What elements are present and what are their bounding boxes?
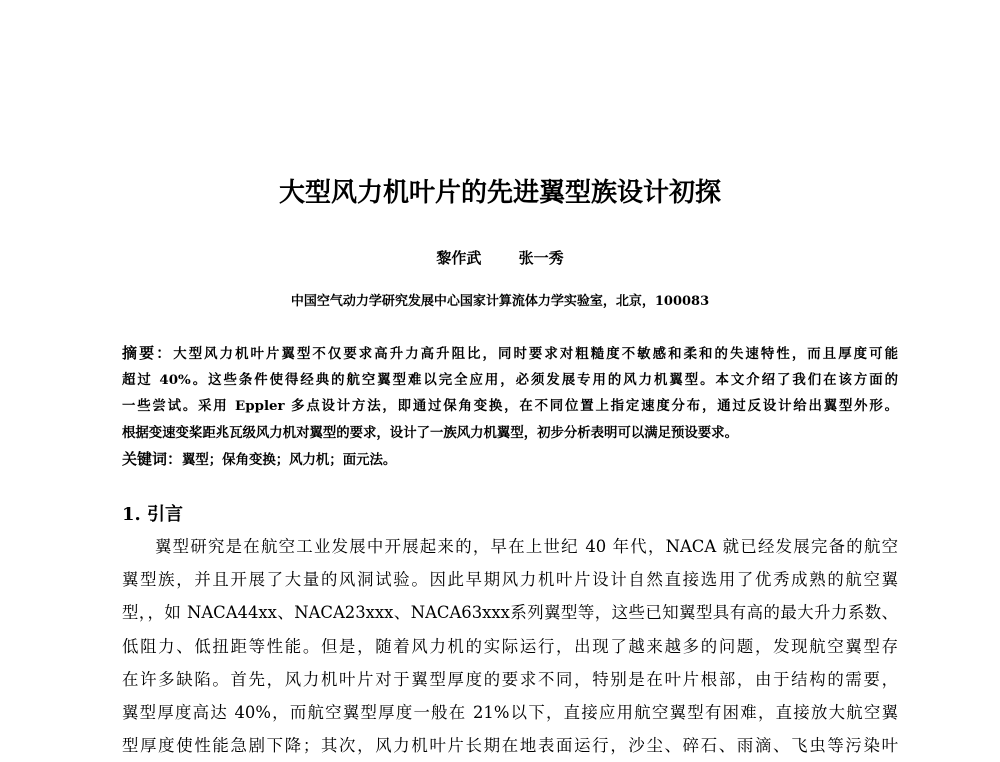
authors [0,247,1000,268]
body-line: 翼型族，并且开展了大量的风洞试验。因此早期风力机叶片设计自然直接选用了优秀成熟的航空翼 [122,570,898,590]
keywords-text: 翼型；保角变换；风力机；面元法。 [182,452,397,468]
abstract-line: 超过 40%。这些条件使得经典的航空翼型难以完全应用，必须发展专用的风力机翼型。本文介绍了我们在该方面的 [122,371,898,388]
keywords [122,446,898,473]
body-line: 在许多缺陷。首先，风力机叶片对于翼型厚度的要求不同，特别是在叶片根部，由于结构的需要， [122,669,898,689]
body-line: 低阻力、低扭距等性能。但是，随着风力机的实际运行，出现了越来越多的问题，发现航空翼型存 [122,636,898,656]
body-line: 翼型厚度高达 40%，而航空翼型厚度一般在 21%以下，直接应用航空翼型有困难，直接放大航空翼 [122,702,898,722]
body-line: 型厚度使性能急剧下降；其次，风力机叶片长期在地表面运行，沙尘、碎石、雨滴、飞虫等污染叶 [122,736,898,756]
body-line: 翼型研究是在航空工业发展中开展起来的，早在上世纪 40 年代，NACA 就已经发展完备的航空 [155,537,898,556]
author: 黎作武 [436,249,482,267]
abstract [122,340,898,473]
author: 张一秀 [518,249,564,267]
abstract-text: 大型风力机叶片翼型不仅要求高升力高升阻比，同时要求对粗糙度不敏感和柔和的失速特性，而且厚度可能 [173,346,898,362]
abstract-line: 根据变速变桨距兆瓦级风力机对翼型的要求，设计了一族风力机翼型，初步分析表明可以满足预设要求。 [122,424,738,441]
affiliation: 中国空气动力学研究发展中心国家计算流体力学实验室，北京，100083 [290,294,710,309]
body-line: 型，，如 NACA44xx、NACA23xxx、NACA63xxx系列翼型等，这些已知翼型具有高的最大升力系数、 [122,603,898,623]
keywords-label: 关键词： [122,450,183,468]
abstract-label: 摘要： [122,344,174,362]
section-heading: 1. 引言 [122,504,184,525]
abstract-line: 一些尝试。采用 Eppler 多点设计方法，即通过保角变换，在不同位置上指定速度分布，通过反设计给出翼型外形。 [122,398,898,414]
section-body [122,530,898,762]
abstract-line [122,340,898,367]
paper-title: 大型风力机叶片的先进翼型族设计初探 [278,178,721,208]
